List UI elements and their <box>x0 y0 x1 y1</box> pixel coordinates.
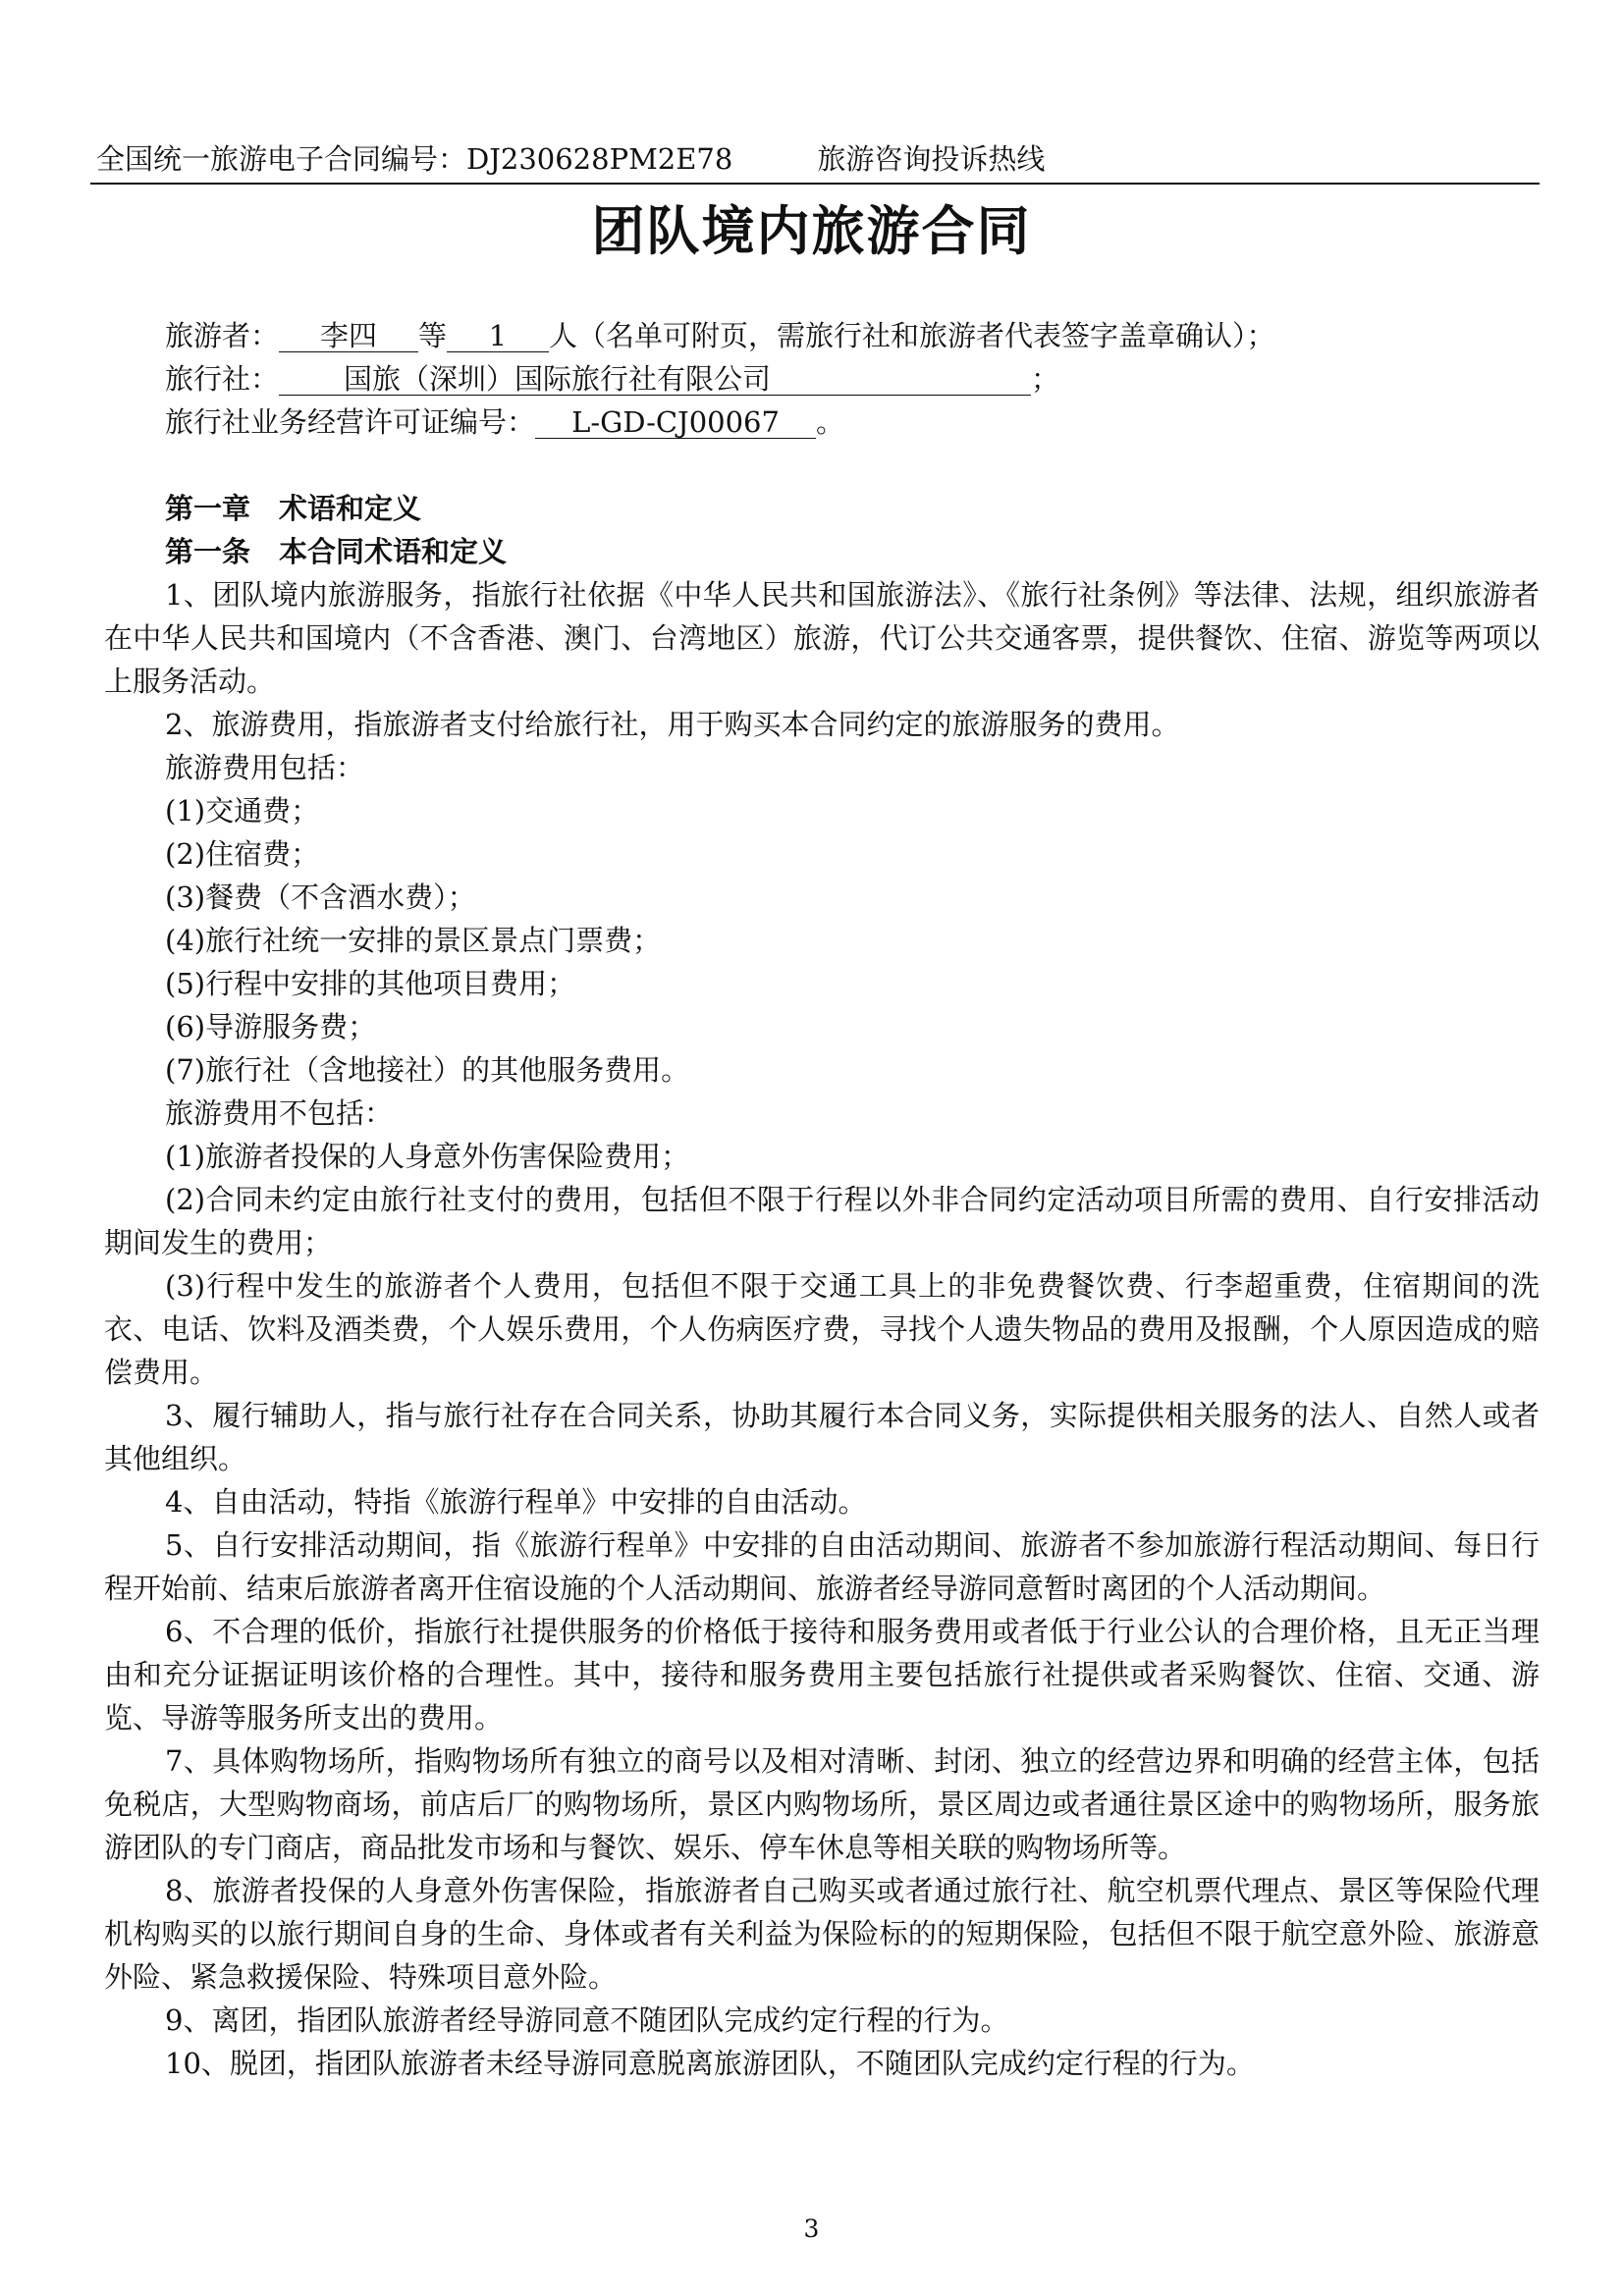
license-number-field: L-GD-CJ00067 <box>535 406 816 439</box>
traveler-tail-text: 人（名单可附页，需旅行社和旅游者代表签字盖章确认）； <box>549 319 1275 352</box>
clause-paragraph: (1)旅游者投保的人身意外伤害保险费用； <box>165 1140 690 1173</box>
page-number: 3 <box>803 2215 820 2243</box>
traveler-mid-text: 等 <box>418 319 448 352</box>
contract-parties <box>165 314 1540 444</box>
document-title: 团队境内旅游合同 <box>591 199 1032 262</box>
clause-paragraph: 7、具体购物场所，指购物场所有独立的商号以及相对清晰、封闭、独立的经营边界和明确的经营主体，包括免税店，大型购物商场，前店后厂的购物场所，景区内购物场所，景区周边或者通往景区途中的购物场所，服务旅游团队的专门商店，商品批发市场和与餐饮、娱乐、停车休息等相关联的购物场所等。 <box>104 1744 1540 1864</box>
complaint-hotline: 旅游咨询投诉热线 <box>817 142 1046 176</box>
license-tail-text: 。 <box>816 405 845 439</box>
contract-body <box>104 487 1540 2085</box>
clause-paragraph: 2、旅游费用，指旅游者支付给旅行社，用于购买本合同约定的旅游服务的费用。 <box>165 708 1180 741</box>
agency-label: 旅行社： <box>165 362 280 396</box>
clause-paragraph: (1)交通费； <box>165 794 320 828</box>
header-divider <box>90 183 1540 185</box>
license-line <box>165 400 1540 444</box>
agency-tail-text: ； <box>1031 362 1060 396</box>
clause-paragraph: 4、自由活动，特指《旅游行程单》中安排的自由活动。 <box>165 1485 867 1519</box>
traveler-label: 旅游者： <box>165 319 280 352</box>
page-header <box>96 137 1540 181</box>
clause-paragraph: (7)旅行社（含地接社）的其他服务费用。 <box>165 1053 690 1087</box>
clause-paragraph: 旅游费用不包括： <box>165 1096 394 1130</box>
agency-line <box>165 357 1540 400</box>
section-heading: 第一条 本合同术语和定义 <box>165 535 508 568</box>
traveler-name-field: 李四 <box>279 320 418 352</box>
section-heading: 第一章 术语和定义 <box>165 492 422 525</box>
traveler-count-field: 1 <box>447 320 549 352</box>
clause-paragraph: 旅游费用包括： <box>165 751 365 784</box>
clause-paragraph: (3)行程中发生的旅游者个人费用，包括但不限于交通工具上的非免费餐饮费、行李超重费，住宿期间的洗衣、电话、饮料及酒类费，个人娱乐费用，个人伤病医疗费，寻找个人遗失物品的费用及报酬，个人原因造成的赔偿费用。 <box>104 1269 1540 1389</box>
clause-paragraph: 10、脱团，指团队旅游者未经导游同意脱离旅游团队，不随团队完成约定行程的行为。 <box>165 2047 1255 2080</box>
traveler-line <box>165 314 1540 357</box>
clause-paragraph: 6、不合理的低价，指旅行社提供服务的价格低于接待和服务费用或者低于行业公认的合理价格，且无正当理由和充分证据证明该价格的合理性。其中，接待和服务费用主要包括旅行社提供或者采购餐饮、住宿、交通、游览、导游等服务所支出的费用。 <box>104 1615 1540 1735</box>
clause-paragraph: 3、履行辅助人，指与旅行社存在合同关系，协助其履行本合同义务，实际提供相关服务的法人、自然人或者其他组织。 <box>104 1399 1540 1475</box>
clause-paragraph: (3)餐费（不含酒水费）； <box>165 881 476 914</box>
clause-paragraph: (5)行程中安排的其他项目费用； <box>165 967 576 1000</box>
agency-name-field: 国旅（深圳）国际旅行社有限公司 <box>279 363 1031 396</box>
clause-paragraph: (6)导游服务费； <box>165 1010 377 1043</box>
clause-paragraph: 8、旅游者投保的人身意外伤害保险，指旅游者自己购买或者通过旅行社、航空机票代理点、景区等保险代理机构购买的以旅行期间自身的生命、身体或者有关利益为保险标的的短期保险，包括但不限于航空意外险、旅游意外险、紧急救援保险、特殊项目意外险。 <box>104 1874 1540 1994</box>
clause-paragraph: 1、团队境内旅游服务，指旅行社依据《中华人民共和国旅游法》、《旅行社条例》等法律、法规，组织旅游者在中华人民共和国境内（不含香港、澳门、台湾地区）旅游，代订公共交通客票，提供餐饮、住宿、游览等两项以上服务活动。 <box>104 578 1540 698</box>
clause-paragraph: (4)旅行社统一安排的景区景点门票费； <box>165 924 662 957</box>
contract-number: 全国统一旅游电子合同编号：DJ230628PM2E78 <box>96 142 733 176</box>
clause-paragraph: 5、自行安排活动期间，指《旅游行程单》中安排的自由活动期间、旅游者不参加旅游行程活动期间、每日行程开始前、结束后旅游者离开住宿设施的个人活动期间、旅游者经导游同意暂时离团的个人活动期间。 <box>104 1528 1540 1605</box>
clause-paragraph: (2)合同未约定由旅行社支付的费用，包括但不限于行程以外非合同约定活动项目所需的费用、自行安排活动期间发生的费用； <box>104 1183 1540 1259</box>
license-label: 旅行社业务经营许可证编号： <box>165 405 536 439</box>
clause-paragraph: 9、离团，指团队旅游者经导游同意不随团队完成约定行程的行为。 <box>165 2003 1009 2037</box>
clause-paragraph: (2)住宿费； <box>165 837 320 871</box>
